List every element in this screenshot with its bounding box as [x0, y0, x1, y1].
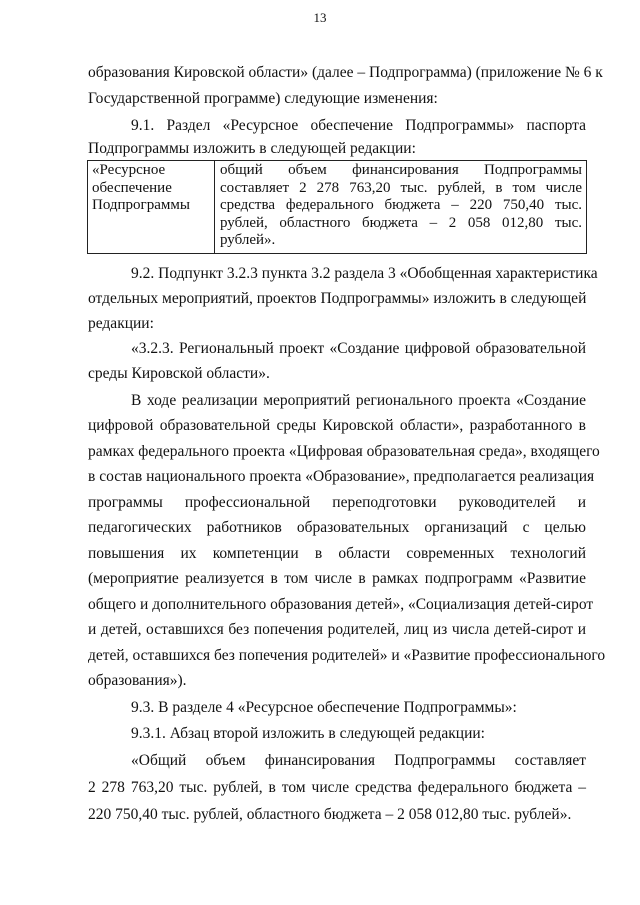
paragraph-line: программы профессиональной переподготовки руководителей и: [88, 494, 586, 511]
intro-line-1: образования Кировской области» (далее – Подпрограмма) (приложение № 6 к: [88, 64, 603, 81]
table-right-line: рублей».: [220, 232, 276, 249]
paragraph-line: общего и дополнительного образования детей», «Социализация детей-сирот: [88, 596, 594, 613]
item-9-2-line-2: отдельных мероприятий, проектов Подпрограммы» изложить в следующей: [88, 290, 587, 307]
table-left-line: «Ресурсное: [92, 162, 166, 178]
paragraph-line: в состав национального проекта «Образование», предполагается реализация: [88, 468, 595, 485]
paragraph-line: детей, оставшихся без попечения родителей» и «Развитие профессионального: [88, 647, 606, 664]
table-right-line: рублей, областного бюджета – 2 058 012,80 тыс.: [220, 214, 582, 231]
item-9-1-line-1: 9.1. Раздел «Ресурсное обеспечение Подпрограммы» паспорта: [131, 117, 586, 134]
item-9-3: 9.3. В разделе 4 «Ресурсное обеспечение Подпрограммы»:: [131, 699, 517, 716]
table-right-line: средства федерального бюджета – 220 750,40 тыс.: [220, 197, 582, 214]
resource-table: [87, 160, 587, 254]
paragraph-line: (мероприятие реализуется в том числе в рамках подпрограмм «Развитие: [88, 570, 586, 587]
table-right-cell: [220, 162, 582, 250]
quote-line-3: 220 750,40 тыс. рублей, областного бюджета – 2 058 012,80 тыс. рублей».: [88, 806, 572, 823]
paragraph-line: цифровой образовательной среды Кировской области», разработанного в: [88, 417, 586, 434]
paragraph-line: В ходе реализации мероприятий регионального проекта «Создание: [131, 392, 586, 409]
table-right-line: составляет 2 278 763,20 тыс. рублей, в том числе: [220, 179, 582, 196]
table-divider: [214, 161, 215, 253]
item-9-3-1: 9.3.1. Абзац второй изложить в следующей редакции:: [131, 725, 485, 742]
page-number: 13: [313, 10, 327, 25]
table-left-line: Подпрограммы: [92, 197, 190, 214]
paragraph-line: рамках федерального проекта «Цифровая образовательная среда», входящего: [88, 443, 600, 460]
subheading-line-1: «3.2.3. Региональный проект «Создание цифровой образовательной: [131, 340, 586, 357]
subheading-line-2: среды Кировской области».: [88, 365, 270, 382]
paragraph-line: образования»).: [88, 672, 187, 689]
paragraph-line: повышения их компетенции в области современных технологий: [88, 545, 586, 562]
quote-line-1: «Общий объем финансирования Подпрограммы составляет: [131, 752, 586, 769]
paragraph-line: педагогических работников образовательных организаций с целью: [88, 519, 586, 536]
item-9-2-line-1: 9.2. Подпункт 3.2.3 пункта 3.2 раздела 3 «Обобщенная характеристика: [131, 265, 598, 282]
table-left-cell: [92, 162, 190, 215]
quote-line-2: 2 278 763,20 тыс. рублей, в том числе средства федерального бюджета –: [88, 779, 586, 796]
paragraph-line: и детей, оставшихся без попечения родителей, лиц из числа детей-сирот и: [88, 621, 586, 638]
table-left-line: обеспечение: [92, 179, 172, 196]
item-9-2-line-3: редакции:: [88, 315, 154, 332]
item-9-1-line-2: Подпрограммы изложить в следующей редакции:: [88, 140, 416, 157]
intro-line-2: Государственной программе) следующие изменения:: [88, 90, 438, 107]
table-right-line: общий объем финансирования Подпрограммы: [220, 162, 582, 178]
